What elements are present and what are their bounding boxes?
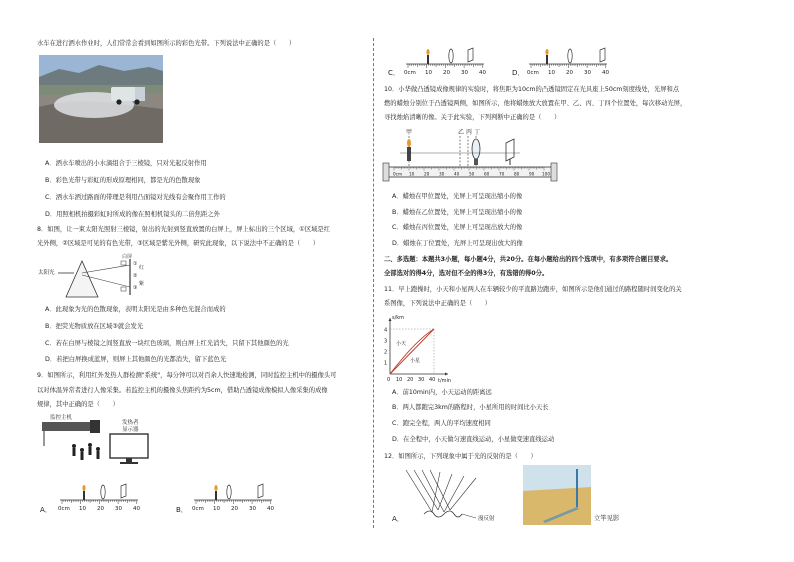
svg-text:20: 20 — [566, 70, 573, 76]
svg-text:60: 60 — [484, 171, 490, 177]
q9-option-b-ruler — [186, 478, 281, 512]
q8-option-c: C．若在白屏与棱镜之间竖直放一块红色玻璃，则白屏上红光消失，只留下其他颜色的光 — [45, 340, 289, 347]
svg-text:20: 20 — [443, 70, 450, 76]
svg-text:20: 20 — [424, 171, 430, 177]
svg-text:②: ② — [133, 273, 138, 279]
sender-label: 发热者 — [122, 420, 139, 426]
svg-text:40: 40 — [479, 70, 486, 76]
svg-text:40: 40 — [454, 171, 460, 177]
diffuse-label: 漫反射 — [478, 516, 495, 522]
q9-option-a-ruler — [52, 478, 147, 512]
svg-text:2: 2 — [384, 349, 388, 356]
q12-pole-shadow-photo — [523, 465, 591, 525]
svg-text:4: 4 — [384, 327, 388, 334]
svg-text:90: 90 — [529, 171, 535, 177]
svg-text:甲: 甲 — [406, 129, 413, 136]
series-xiaoxing-label: 小星 — [410, 358, 421, 364]
svg-text:0cm: 0cm — [192, 506, 204, 512]
svg-text:100: 100 — [542, 171, 550, 177]
q7-option-d: D．用照相机拍摄彩虹时所成的像在照相机镜头的二倍焦距之外 — [45, 211, 220, 218]
svg-text:0cm: 0cm — [527, 70, 539, 76]
q7-intro: 水车在进行洒水作业时，人们常常会看到如图所示的彩色光带。下列说法中正确的是（ ） — [37, 40, 296, 47]
svg-text:80: 80 — [514, 171, 520, 177]
host-label: 监控主机 — [50, 415, 73, 421]
q7-option-a: A．洒水车喷出的小水滴组合于三棱镜，只对光起反射作用 — [45, 160, 207, 167]
q9-line3: 规律，其中正确的是（ ） — [37, 401, 119, 408]
monitor — [110, 434, 148, 458]
q11-option-c: C．跑完全程，两人的平均速度相同 — [392, 420, 491, 427]
q8-line1: 8．如图，让一束太阳光照射三棱镜，射出的光射到竖直放置的白屏上，屏上标出的三个区域，①区域是红 — [37, 226, 331, 233]
series-xiaotian-label: 小天 — [396, 341, 407, 347]
camera-host — [42, 422, 98, 431]
screen-label: 显示器 — [122, 427, 139, 433]
x-axis-label: t/min — [438, 378, 452, 384]
q8-option-b: B．把荧光物质放在区域③就会发光 — [45, 323, 144, 330]
screen-label: 白屏 — [122, 254, 133, 260]
svg-text:20: 20 — [97, 506, 104, 512]
q10-line2: 燃的蜡烛分别位于凸透镜两侧，如图所示，他将蜡烛放大放置在甲、乙、丙、丁四个位置处，每次移动光屏， — [384, 100, 687, 107]
sun-label: 太阳光 — [38, 270, 55, 276]
series-xiaotian-line — [390, 329, 434, 374]
q8-prism-figure — [38, 253, 158, 303]
section2-line2: 全部选对的得4分，选对但不全的得3分，有选错的得0分。 — [384, 270, 549, 277]
column-divider — [373, 38, 374, 528]
svg-text:10: 10 — [548, 70, 555, 76]
svg-text:③: ③ — [133, 285, 138, 291]
svg-text:20: 20 — [231, 506, 238, 512]
q8-option-d: D．若把白屏换成蓝屏，则屏上其他颜色的光都消失，留下蓝色光 — [45, 356, 227, 363]
q7-option-c: C．洒水车洒过路面的带理是利用凸面镜对光线有会聚作用工作的 — [45, 194, 226, 201]
svg-text:红: 红 — [139, 265, 145, 271]
svg-text:丁: 丁 — [474, 129, 481, 136]
svg-text:丙: 丙 — [466, 129, 473, 136]
prism — [66, 261, 98, 297]
svg-text:10: 10 — [409, 171, 415, 177]
q9-line1: 9．如图所示，利用红外发热人群检测"系统"，每分钟可以对百余人快速地检测，同时监控主机中的摄像头可 — [37, 372, 337, 379]
q10-option-b: B．蜡烛在乙位置处，光屏上可呈现出缩小的像 — [392, 209, 523, 216]
q10-option-d: D．蜡烛在丁位置处，光屏上可呈现出放大的像 — [392, 240, 523, 247]
svg-text:40: 40 — [267, 506, 274, 512]
svg-text:10: 10 — [425, 70, 432, 76]
svg-text:10: 10 — [396, 377, 403, 383]
svg-text:0cm: 0cm — [393, 171, 403, 177]
q8-option-a: A．此现象为光的色散现象，表明太阳光是由多种色光混合而成的 — [45, 306, 226, 313]
q9-option-b-label: B． — [176, 506, 188, 514]
svg-text:①: ① — [133, 261, 138, 267]
q9-option-a-label: A． — [40, 506, 52, 514]
q9-detection-figure — [40, 412, 170, 472]
q11-line2: 系图像，下列说法中正确的是（ ） — [384, 300, 492, 307]
svg-text:20: 20 — [407, 377, 414, 383]
q8-line2: 光外侧，②区域是可见的有色光带，③区域是紫光外侧，研究此现象，以下说法中不正确的是（ ） — [37, 240, 320, 247]
q9-line2: 以对体温异常者进行人像采集。若监控主机的摄像头焦距约为5cm，借助凸透镜成像模拟人像采集的成像 — [37, 387, 328, 394]
top-option-d-label: D． — [512, 69, 525, 77]
svg-text:10: 10 — [213, 506, 220, 512]
q11-option-a: A．前10min内，小天运动的距离远 — [392, 389, 492, 396]
y-axis-label: s/km — [392, 315, 405, 321]
q12-option-a-label: A． — [392, 515, 404, 523]
q12-pole-shadow-label: 立竿见影 — [594, 515, 620, 522]
svg-text:紫: 紫 — [139, 281, 145, 287]
sprinkler-truck-photo — [39, 55, 163, 143]
q10-optical-bench — [380, 125, 560, 187]
q11-option-d: D．在全程中，小天做匀速直线运动，小星做变速直线运动 — [392, 436, 555, 443]
svg-text:40: 40 — [133, 506, 140, 512]
svg-text:1: 1 — [384, 360, 388, 367]
rough-surface — [424, 511, 462, 517]
svg-text:30: 30 — [584, 70, 591, 76]
svg-text:30: 30 — [439, 171, 445, 177]
people-group — [72, 443, 100, 460]
q12-diffuse-reflection-figure — [402, 466, 512, 528]
svg-text:10: 10 — [79, 506, 86, 512]
svg-text:50: 50 — [469, 171, 475, 177]
svg-text:30: 30 — [418, 377, 425, 383]
top-option-c-ruler — [398, 40, 493, 76]
svg-text:40: 40 — [429, 377, 436, 383]
svg-text:30: 30 — [461, 70, 468, 76]
q10-option-c: C．蜡烛在丙位置处，光屏上可呈现出放大的像 — [392, 224, 523, 231]
top-option-c-label: C． — [388, 69, 400, 77]
q11-option-b: B．两人都跑完3km的路程时，小星所用的时间比小天长 — [392, 404, 549, 411]
top-option-d-ruler — [521, 40, 616, 76]
svg-text:0: 0 — [387, 377, 391, 383]
q11-line1: 11．早上跑操时，小天和小星两人在车辆较少的平直路边跑步，如图所示是他们通过的路程随时间变化的关 — [384, 286, 682, 293]
q7-option-b: B．彩色光带与彩虹的形成原理相同，都是光的色散现象 — [45, 177, 201, 184]
svg-text:40: 40 — [602, 70, 609, 76]
svg-text:0cm: 0cm — [404, 70, 416, 76]
q10-line1: 10．小华做凸透镜成像规律的实验时，将焦距为10cm的凸透镜固定在光具座上50cm刻度线处，光屏和点 — [384, 86, 680, 93]
section2-line1: 二、多选题：本题共3小题，每小题4分，共20分。在每小题给出的四个选项中，有多项符合题目要求。 — [384, 256, 673, 263]
q12-intro: 12．如图所示，下列现象中属于光的反射的是（ ） — [384, 453, 537, 460]
svg-text:0cm: 0cm — [58, 506, 70, 512]
svg-text:3: 3 — [384, 338, 388, 345]
q10-line3: 寻找烛焰清晰的像。关于此实验，下列判断中正确的是（ ） — [384, 114, 561, 121]
svg-text:乙: 乙 — [458, 129, 465, 136]
svg-text:30: 30 — [249, 506, 256, 512]
svg-text:70: 70 — [499, 171, 505, 177]
svg-text:30: 30 — [115, 506, 122, 512]
q10-option-a: A．蜡烛在甲位置处，光屏上可呈现出缩小的像 — [392, 193, 523, 200]
q11-distance-time-chart — [376, 312, 458, 384]
